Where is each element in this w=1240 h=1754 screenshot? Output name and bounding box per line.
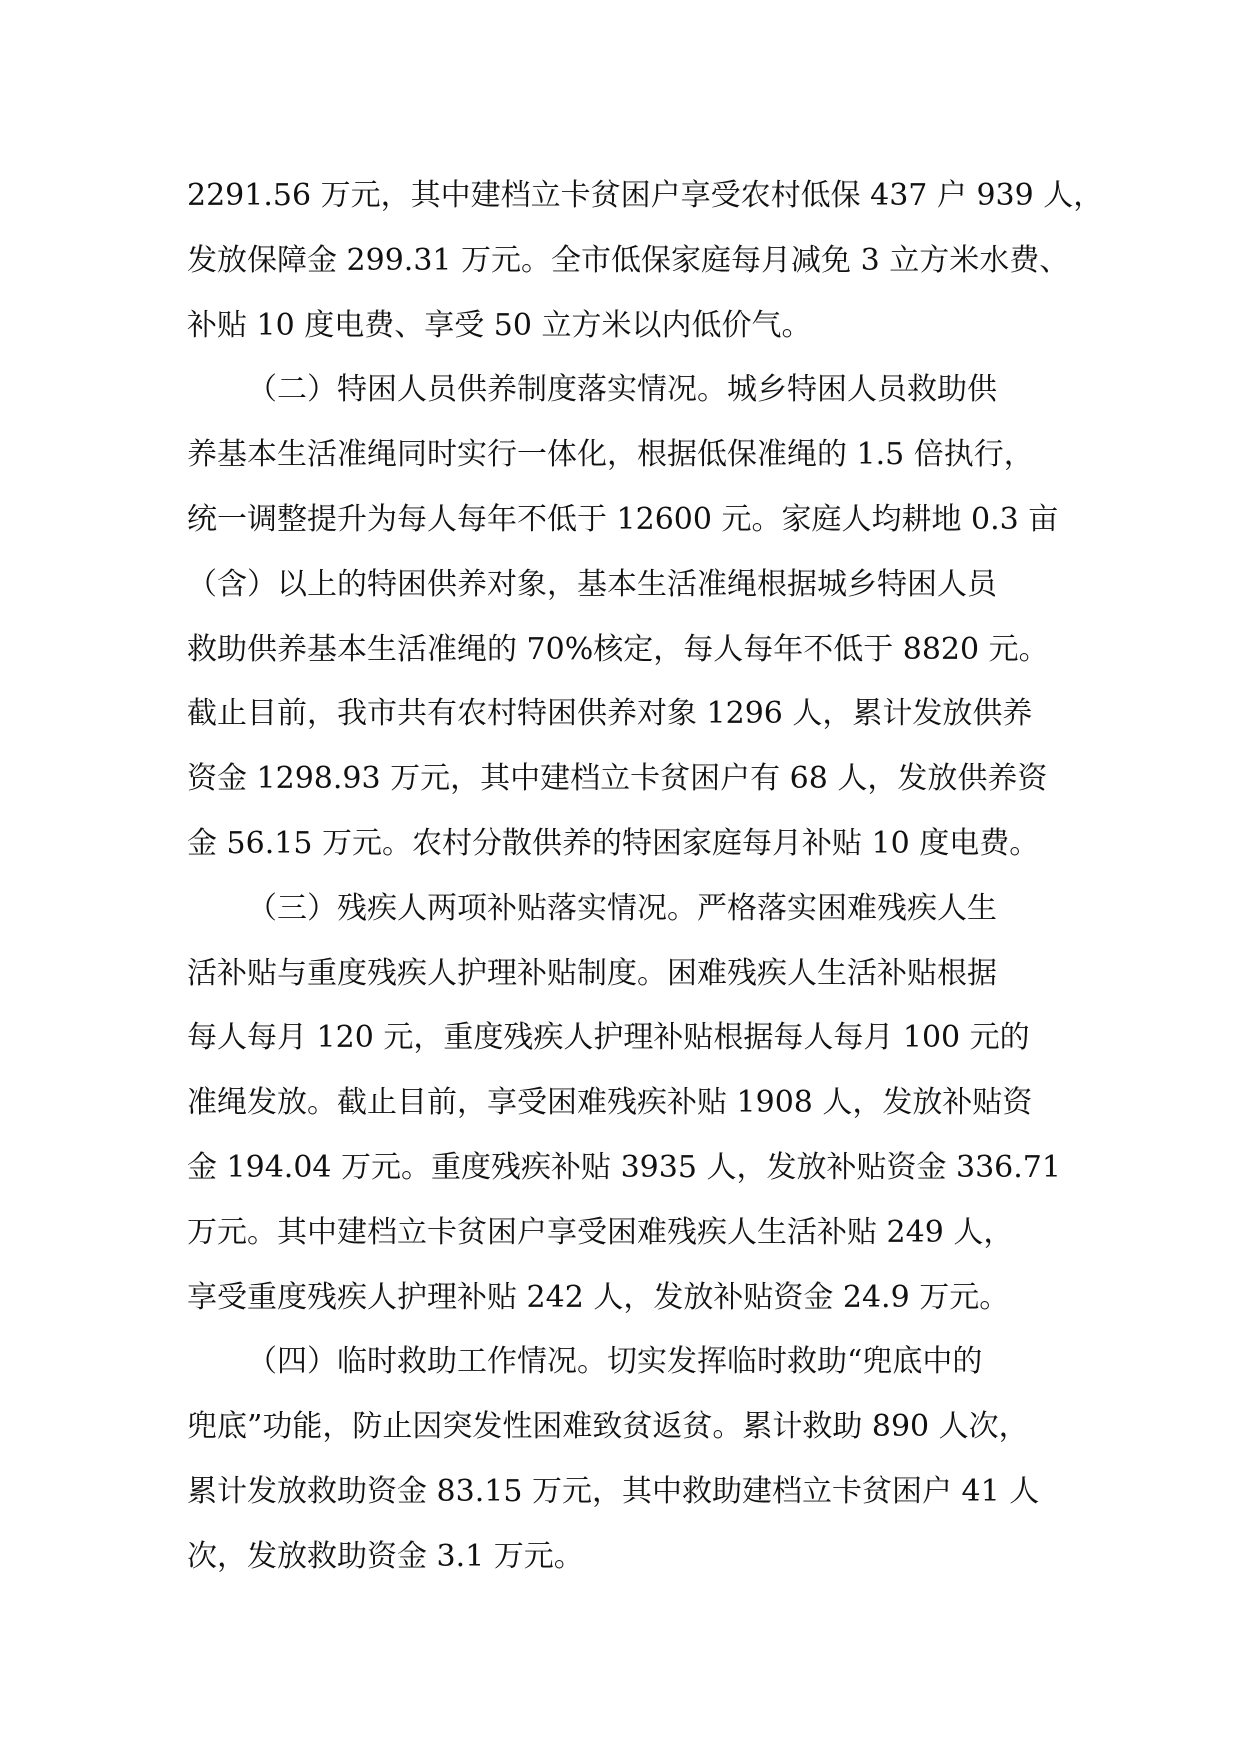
document-body [187, 164, 1104, 1590]
text-line: 累计发放救助资金 83.15 万元，其中救助建档立卡贫困户 41 人 [187, 1473, 1040, 1509]
text-line: 补贴 10 度电费、享受 50 立方米以内低价气。 [187, 307, 812, 343]
text-line: 准绳发放。截止目前，享受困难残疾补贴 1908 人，发放补贴资 [187, 1085, 1033, 1121]
text-line: 金 194.04 万元。重度残疾补贴 3935 人，发放补贴资金 336.71 [187, 1149, 1061, 1185]
text-line: 兜底”功能，防止因突发性困难致贫返贫。累计救助 890 人次， [187, 1409, 1029, 1445]
text-line: （四）临时救助工作情况。切实发挥临时救助“兜底中的 [247, 1344, 983, 1380]
text-line: （含）以上的特困供养对象，基本生活准绳根据城乡特困人员 [187, 566, 997, 602]
text-line: 统一调整提升为每人每年不低于 12600 元。家庭人均耕地 0.3 亩 [187, 501, 1059, 537]
text-line: 享受重度残疾人护理补贴 242 人，发放补贴资金 24.9 万元。 [187, 1279, 1010, 1315]
text-line: 金 56.15 万元。农村分散供养的特困家庭每月补贴 10 度电费。 [187, 825, 1040, 861]
text-line: 发放保障金 299.31 万元。全市低保家庭每月减免 3 立方米水费、 [187, 242, 1070, 278]
text-line: 2291.56 万元，其中建档立卡贫困户享受农村低保 437 户 939 人， [187, 178, 1104, 213]
text-line: 养基本生活准绳同时实行一体化，根据低保准绳的 1.5 倍执行， [187, 437, 1034, 473]
paragraph-section-2-special-hardship [187, 358, 1087, 876]
text-line: 次，发放救助资金 3.1 万元。 [187, 1538, 584, 1574]
text-line: 截止目前，我市共有农村特困供养对象 1296 人，累计发放供养 [187, 696, 1033, 732]
text-line: 活补贴与重度残疾人护理补贴制度。困难残疾人生活补贴根据 [187, 955, 997, 991]
text-line: 每人每月 120 元，重度残疾人护理补贴根据每人每月 100 元的 [187, 1020, 1030, 1056]
text-line: （二）特困人员供养制度落实情况。城乡特困人员救助供 [247, 372, 997, 408]
text-line: 万元。其中建档立卡贫困户享受困难残疾人生活补贴 249 人， [187, 1214, 1014, 1250]
paragraph-section-4-temporary-assistance [187, 1330, 1087, 1589]
paragraph-low-income-continued [187, 164, 1104, 358]
text-line: 救助供养基本生活准绳的 70%核定，每人每年不低于 8820 元。 [187, 631, 1049, 667]
text-line: 资金 1298.93 万元，其中建档立卡贫困户有 68 人，发放供养资 [187, 761, 1048, 797]
text-line: （三）残疾人两项补贴落实情况。严格落实困难残疾人生 [247, 890, 997, 926]
paragraph-section-3-disability-subsidies [187, 877, 1087, 1331]
